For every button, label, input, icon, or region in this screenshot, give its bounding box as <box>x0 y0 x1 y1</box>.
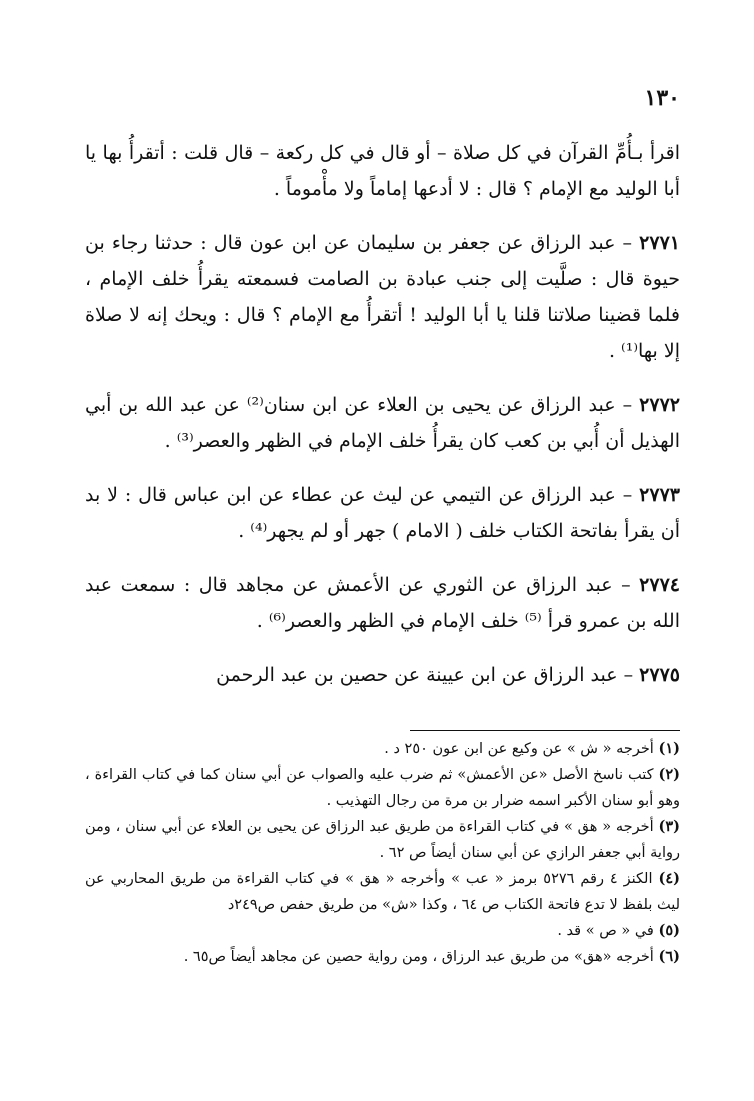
footnote-text: كتب ناسخ الأصل «عن الأعمش» ثم ضرب عليه والصواب عن أبي سنان كما في كتاب القراءة ، وهو أبو سنان الأكبر اسمه ضرار بن مرة من رجال التهذيب . <box>85 767 680 809</box>
document-page <box>85 80 680 1080</box>
hadith-paragraph <box>85 477 680 549</box>
footnote <box>85 866 680 918</box>
footnote-number: (٢) <box>658 766 681 783</box>
footnote-number: (٤) <box>658 870 680 887</box>
footnote-text: في « ص » قد . <box>557 923 654 939</box>
page-number: ١٣٠ <box>644 85 680 111</box>
footnote-number: (٦) <box>658 948 680 965</box>
paragraph-text: – عبد الرزاق عن يحيى بن العلاء عن ابن سنان⁽²⁾ عن عبد الله بن أبي الهذيل أن أُبي بن كعب كان يقرأُ خلف الإمام في الظهر والعصر⁽³⁾ . <box>85 394 680 452</box>
paragraph-text: – عبد الرزاق عن الثوري عن الأعمش عن مجاهد قال : سمعت عبد الله بن عمرو قرأ ⁽⁵⁾ خلف الإمام في الظهر والعصر⁽⁶⁾ . <box>85 574 680 632</box>
footnote-text: الكنز ٤ رقم ٥٢٧٦ برمز « عب » وأخرجه « هق » في كتاب القراءة من طريق المحاربي عن ليث بلفظ لا تدع فاتحة الكتاب ص ٦٤ ، وكذا «ش» من طريق حفص ص٢٤٩د <box>85 871 680 913</box>
footnote-text: أخرجه «هق» من طريق عبد الرزاق ، ومن رواية حصين عن مجاهد أيضاً ص٦٥ . <box>183 949 654 965</box>
footnote <box>85 762 680 814</box>
footnote-text: أخرجه « ش » عن وكيع عن ابن عون ٢٥٠ د . <box>384 741 654 757</box>
hadith-paragraph <box>85 225 680 369</box>
footnotes-section <box>85 736 680 970</box>
footnote <box>85 918 680 944</box>
footnote <box>85 944 680 970</box>
hadith-number: ٢٧٧٥ <box>639 664 680 686</box>
hadith-paragraph <box>85 567 680 639</box>
footnote-text: أخرجه « هق » في كتاب القراءة من طريق عبد الرزاق عن يحيى بن العلاء عن أبي سنان ، ومن رواية أبي جعفر الرازي عن أبي سنان أيضاً ص ٦٢ . <box>85 819 680 861</box>
footnote <box>85 736 680 762</box>
hadith-number: ٢٧٧١ <box>639 232 680 254</box>
footnote-number: (٥) <box>658 922 680 939</box>
footnote-divider <box>410 730 680 731</box>
hadith-number: ٢٧٧٢ <box>639 394 680 416</box>
paragraph-text: اقرأ بـأُمِّ القرآن في كل صلاة – أو قال في كل ركعة – قال قلت : أتقرأُ بها يا أبا الوليد مع الإمام ؟ قال : لا أدعها إماماً ولا مأْموماً . <box>85 142 680 200</box>
hadith-number: ٢٧٧٤ <box>639 574 680 596</box>
paragraph-text: – عبد الرزاق عن التيمي عن ليث عن عطاء عن ابن عباس قال : لا بد أن يقرأ بفاتحة الكتاب خلف ( الامام ) جهر أو لم يجهر⁽⁴⁾ . <box>85 484 680 542</box>
hadith-paragraph <box>85 387 680 459</box>
paragraph-text: – عبد الرزاق عن جعفر بن سليمان عن ابن عون قال : حدثنا رجاء بن حيوة قال : صلَّيت إلى جنب عبادة بن الصامت فسمعته يقرأُ خلف الإمام ، فلما قضينا صلاتنا قلنا يا أبا الوليد ! أتقرأُ مع الإمام ؟ قال : ويحك إنه لا صلاة إلا بها⁽¹⁾ . <box>85 232 680 362</box>
footnote-number: (٣) <box>658 818 681 835</box>
main-text <box>85 135 680 711</box>
hadith-number: ٢٧٧٣ <box>639 484 680 506</box>
footnote-number: (١) <box>658 740 680 757</box>
paragraph-text: – عبد الرزاق عن ابن عيينة عن حصين بن عبد الرحمن <box>216 664 634 686</box>
paragraph-continuation <box>85 135 680 207</box>
footnote <box>85 814 680 866</box>
hadith-paragraph <box>85 657 680 693</box>
